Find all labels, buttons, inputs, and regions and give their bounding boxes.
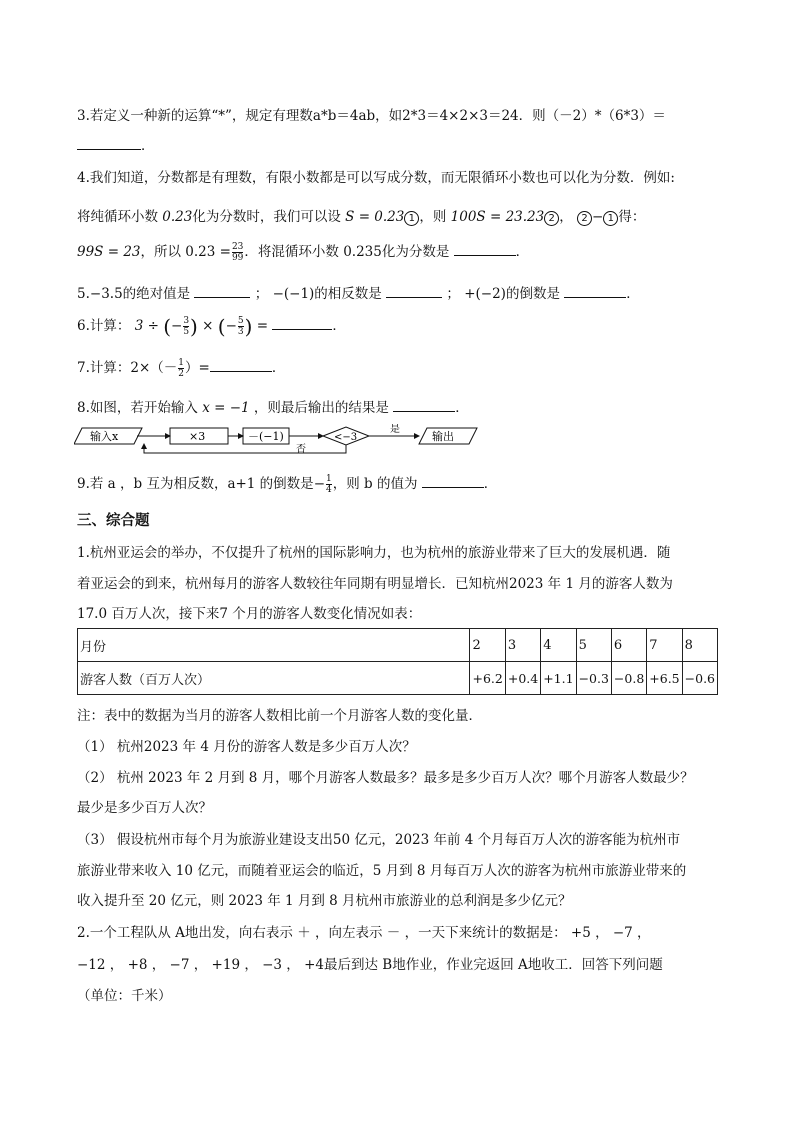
fraction-23-99: $\frac{23}{99}$	[231, 242, 244, 263]
p1-line-1: 1.杭州亚运会的举办，不仅提升了杭州的国际影响力，也为杭州的旅游业带来了巨大的发展机遇．随	[77, 545, 671, 561]
question-5: 5.−3.5的绝对值是 ； −(−1)的相反数是 ； +(−2)的倒数是 ．	[77, 286, 640, 302]
flow-yes-label: 是	[390, 424, 400, 435]
flow-condition-label: <−3	[334, 432, 358, 443]
table-value-cell: +0.4	[505, 662, 540, 695]
table-header-visitors: 游客人数（百万人次）	[78, 662, 470, 695]
question-3	[77, 104, 666, 124]
p1-sub-1: （1） 杭州2023 年 4 月份的游客人数是多少百万人次？	[77, 739, 416, 755]
table-row	[78, 629, 718, 662]
table-value-cell: −0.8	[611, 662, 646, 695]
p1-line-2: 着亚运会的到来，杭州每月的游客人数较往年同期有明显增长．已知杭州2023 年 1 月的游客人数为	[77, 576, 673, 592]
q7-answer-blank[interactable]	[210, 359, 272, 372]
p2-line-2: −12 ， +8 ， −7 ， +19 ， −3 ， +4最后到达 B地作业，作业完返回 A地收工．回答下列问题	[77, 957, 663, 973]
q6-answer-blank[interactable]	[272, 317, 332, 330]
tourist-table	[77, 628, 718, 695]
p1-sub-3b: 旅游业带来收入 10 亿元，而随着亚运会的临近，5 月到 8 月每百万人次的游客为杭州市旅游业带来的	[77, 863, 687, 879]
question-4: 4.我们知道，分数都是有理数，有限小数都是可以写成分数，而无限循环小数也可以化为分数．例如:	[77, 170, 675, 186]
q4-answer-blank[interactable]	[454, 243, 516, 256]
table-header-month: 月份	[78, 629, 470, 662]
table-note: 注：表中的数据为当月的游客人数相比前一个月游客人数的变化量．	[77, 708, 482, 724]
table-value-cell: +6.2	[470, 662, 505, 695]
table-value-cell: +6.5	[647, 662, 682, 695]
question-7: 7.计算：2×（－ $\frac{1}{2}$ ）= ．	[77, 358, 286, 379]
q4-line-2: 将纯循环小数 0.23化为分数时，我们可以设 S = 0.23 1 ，则 100S = 23.23 2 ， 2 − 1 得：	[77, 209, 646, 225]
table-month-cell: 5	[576, 629, 611, 662]
p1-line-3: 17.0 百万人次，接下来7 个月的游客人数变化情况如表：	[77, 606, 422, 622]
q5-blank-3[interactable]	[564, 285, 626, 298]
table-value-cell: −0.3	[576, 662, 611, 695]
fraction-1-4: $\frac{1}{4}$	[326, 474, 332, 495]
flow-minus-label: －(−1)	[248, 430, 284, 443]
flow-input-label: 输入x	[90, 430, 119, 443]
q5-blank-2[interactable]	[386, 285, 442, 298]
p1-sub-3c: 收入提升至 20 亿元，则 2023 年 1 月到 8 月杭州市旅游业的总利润是多少亿元？	[77, 893, 572, 909]
circled-1: 1	[404, 211, 419, 226]
fraction-5-3: $\frac{5}{3}$	[237, 316, 244, 337]
table-value-cell: −0.6	[682, 662, 717, 695]
q4-line-3: 99S = 23，所以 0.23 = $\frac{23}{99}$ ．将混循环小数 0.235化为分数是 ．	[77, 242, 530, 263]
p1-sub-2a: （2） 杭州 2023 年 2 月到 8 月，哪个月游客人数最多？最多是多少百万人次？哪个月游客人数最少？	[77, 770, 694, 786]
p2-line-3: （单位：千米）	[77, 988, 172, 1004]
circled-1b: 1	[603, 211, 618, 226]
q3-answer-line: ．	[77, 134, 155, 154]
table-row	[78, 662, 718, 695]
q9-answer-blank[interactable]	[422, 475, 484, 488]
table-value-cell: +1.1	[541, 662, 576, 695]
flow-times3-label: ×3	[189, 430, 206, 443]
circled-2: 2	[544, 211, 559, 226]
table-month-cell: 8	[682, 629, 717, 662]
circled-2b: 2	[577, 211, 592, 226]
fraction-1-2: $\frac{1}{2}$	[178, 358, 185, 379]
question-9: 9.若 a ，b 互为相反数，a+1 的倒数是− $\frac{1}{4}$ ，则 b 的值为 ．	[77, 474, 498, 495]
table-month-cell: 2	[470, 629, 505, 662]
q5-blank-1[interactable]	[194, 285, 250, 298]
table-month-cell: 3	[505, 629, 540, 662]
q3-text: 3.若定义一种新的运算“*”，规定有理数a*b＝4ab，如2*3＝4×2×3＝24．则（－2）*（6*3）＝	[77, 108, 666, 124]
q8-answer-blank[interactable]	[393, 399, 455, 412]
p2-line-1: 2.一个工程队从 A地出发，向右表示 ＋ ，向左表示 － ，一天下来统计的数据是： +5 ， −7 ，	[77, 925, 651, 941]
question-6: 6.计算： 3 ÷ (− $\frac{3}{5}$ ) × (− $\frac{5}{3}$ ) = ．	[77, 314, 346, 339]
question-8: 8.如图，若开始输入 x = −1 ，则最后输出的结果是 ．	[77, 400, 469, 416]
table-month-cell: 7	[647, 629, 682, 662]
flow-no-label: 否	[296, 444, 306, 455]
table-month-cell: 4	[541, 629, 576, 662]
section-heading: 三、综合题	[77, 513, 150, 529]
p1-sub-3a: （3） 假设杭州市每个月为旅游业建设支出50 亿元，2023 年前 4 个月每百万人次的游客能为杭州市	[77, 832, 681, 848]
flow-output-label: 输出	[432, 430, 454, 443]
table-month-cell: 6	[611, 629, 646, 662]
fraction-3-5: $\frac{3}{5}$	[183, 316, 190, 337]
flowchart	[74, 424, 484, 456]
q3-answer-blank[interactable]	[77, 137, 141, 150]
p1-sub-2b: 最少是多少百万人次？	[77, 800, 212, 816]
